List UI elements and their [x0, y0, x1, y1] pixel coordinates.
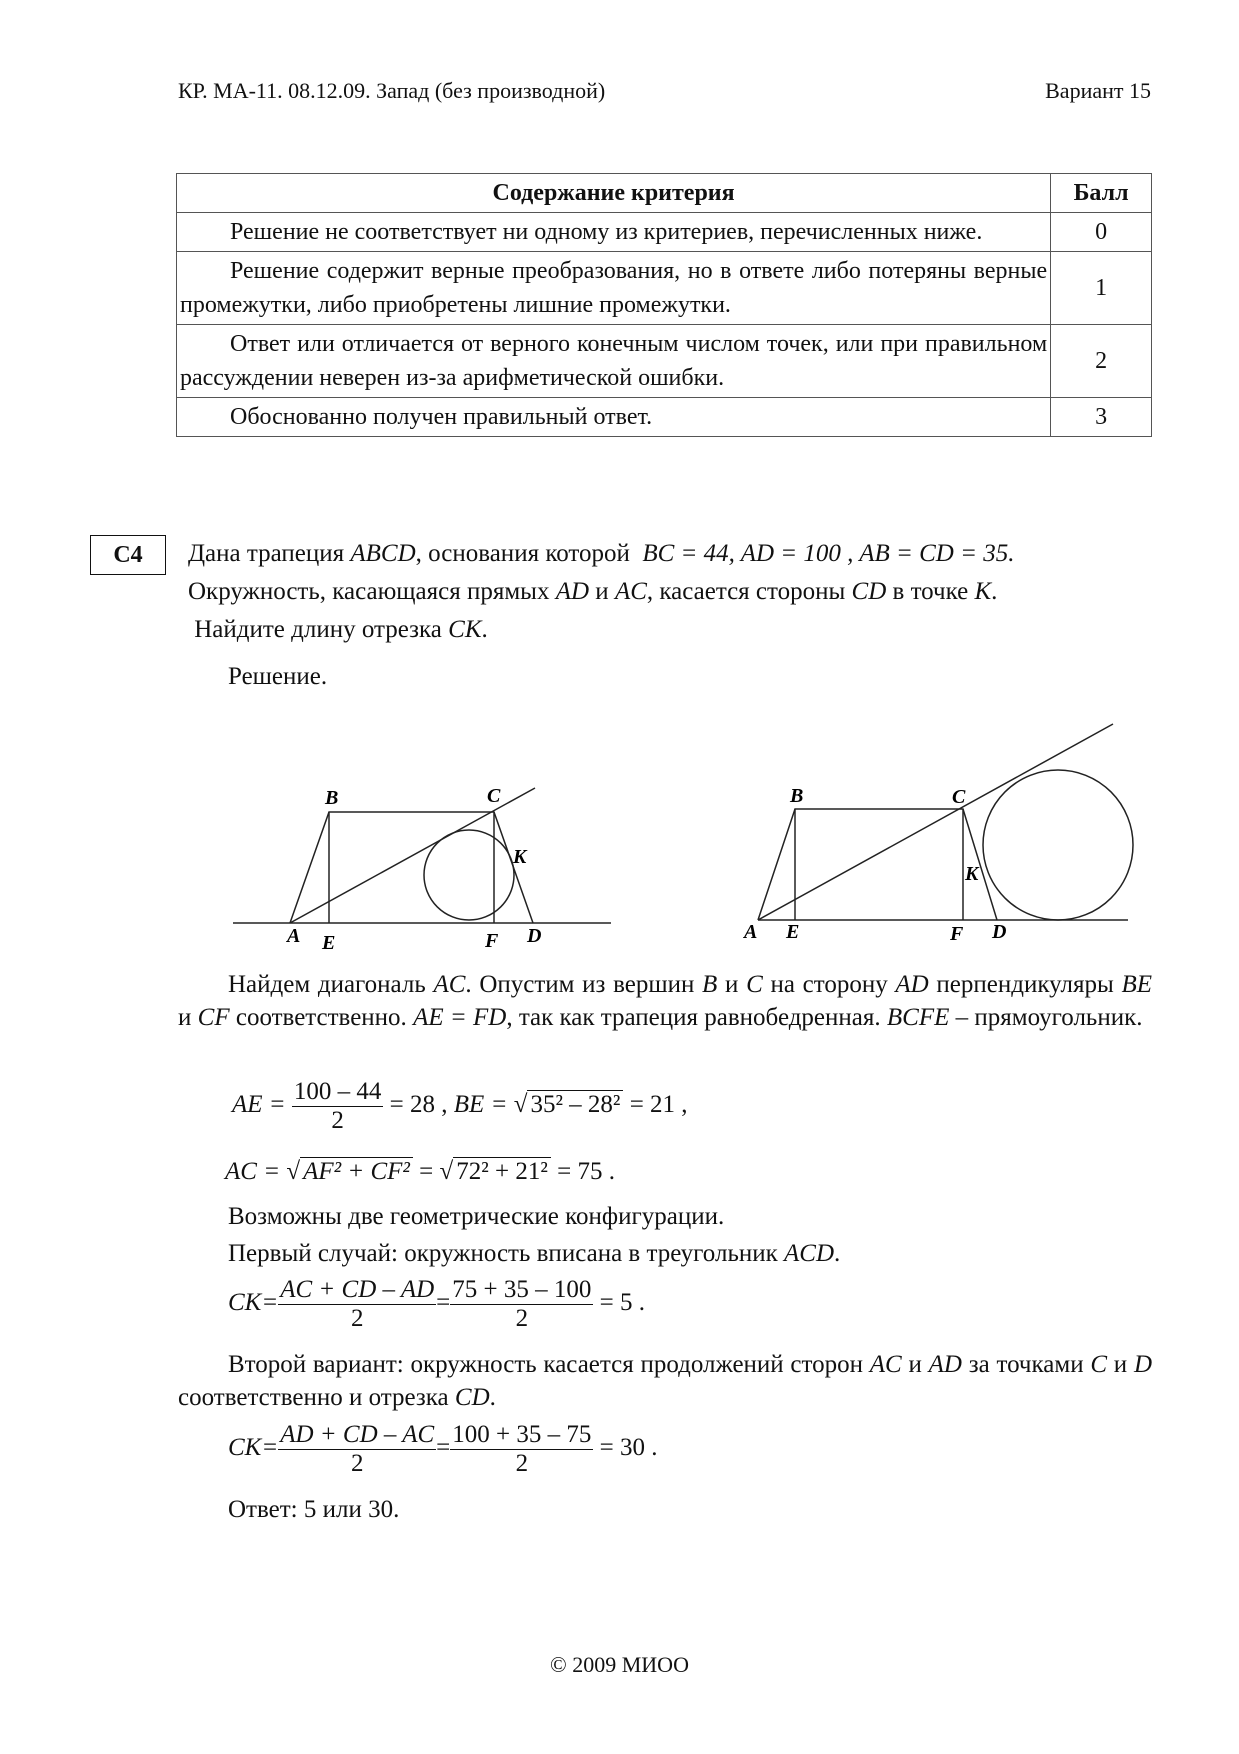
- label-C: C: [487, 785, 501, 807]
- equation-ac: AC = √ AF² + CF² = √ 72² + 21² = 75 .: [225, 1158, 615, 1185]
- criteria-row: [177, 252, 1152, 325]
- criteria-text: Ответ или отличается от верного конечным числом точек, или при правильном рассуждении неверен из-за арифметической ошибки.: [177, 325, 1051, 398]
- diagonal-ac-extended: [758, 724, 1113, 920]
- header-variant: Вариант 15: [1045, 78, 1151, 103]
- criteria-points: 0: [1051, 213, 1152, 252]
- solution-paragraph-1: Найдем диагональ AC. Опустим из вершин B и C на сторону AD перпендикуляры BE и CF соответственно. AE = FD, так как трапеция равнобедренная. BCFE – прямоугольник.: [178, 971, 1153, 1031]
- label-A: A: [287, 925, 301, 947]
- figure-inscribed-circle: [225, 775, 625, 960]
- equation-ck-case2: CK= $\frac{AD + CD - AC}{2}$ = $\frac{100 + 35 - 75}{2}$ = 30 .: [228, 1421, 658, 1477]
- case2-text: Второй вариант: окружность касается продолжений сторон AC и AD за точками C и D соответственно и отрезка CD.: [178, 1351, 1153, 1411]
- label-F: F: [950, 923, 964, 945]
- criteria-text: Обоснованно получен правильный ответ.: [177, 398, 1051, 437]
- label-K: K: [965, 863, 979, 885]
- criteria-table: [176, 173, 1152, 437]
- label-C: C: [952, 786, 966, 808]
- footer-copyright: © 2009 МИОО: [550, 1652, 689, 1677]
- equation-ae-be: AE = $\frac{100 - 44}{2}$ = 28 , BE = √ 35² – 28² = 21 ,: [232, 1078, 688, 1134]
- criteria-row: [177, 325, 1152, 398]
- label-B: B: [790, 785, 804, 807]
- criteria-points: 2: [1051, 325, 1152, 398]
- criteria-points: 1: [1051, 252, 1152, 325]
- label-E: E: [322, 932, 336, 954]
- figure-excircle: [740, 712, 1140, 952]
- tangent-circle: [424, 830, 514, 920]
- equation-ck-case1: CK= $\frac{AC + CD - AD}{2}$ = $\frac{75 + 35 - 100}{2}$ = 5 .: [228, 1276, 645, 1332]
- criteria-points: 3: [1051, 398, 1152, 437]
- criteria-row: [177, 398, 1152, 437]
- solution-label: Решение.: [228, 663, 328, 690]
- header-title: КР. МА-11. 08.12.09. Запад (без производной): [178, 78, 606, 103]
- label-F: F: [485, 930, 499, 952]
- two-configs-text: Возможны две геометрические конфигурации.: [228, 1203, 725, 1230]
- criteria-row: [177, 213, 1152, 252]
- case1-text: Первый случай: окружность вписана в треугольник ACD.: [228, 1240, 841, 1267]
- criteria-header-row: [177, 174, 1152, 213]
- criteria-col-points: Балл: [1051, 174, 1152, 213]
- problem-label: C4: [90, 535, 166, 575]
- label-E: E: [786, 921, 800, 943]
- label-A: A: [744, 921, 758, 943]
- problem-statement: Дана трапеция ABCD, основания которой BC = 44, AD = 100 , AB = CD = 35. Окружность, касающаяся прямых AD и AC, касается стороны CD в точке K. Найдите длину отрезка CK.: [188, 540, 1015, 643]
- tangent-circle: [983, 770, 1133, 920]
- answer-text: Ответ: 5 или 30.: [228, 1496, 400, 1523]
- label-D: D: [992, 921, 1007, 943]
- label-B: B: [325, 787, 339, 809]
- trapezoid: [290, 812, 533, 923]
- criteria-col-content: Содержание критерия: [177, 174, 1051, 213]
- label-D: D: [527, 925, 542, 947]
- label-K: K: [513, 846, 527, 868]
- trapezoid: [758, 809, 997, 920]
- criteria-text: Решение содержит верные преобразования, но в ответе либо потеряны верные промежутки, либо приобретены лишние промежутки.: [177, 252, 1051, 325]
- criteria-text: Решение не соответствует ни одному из критериев, перечисленных ниже.: [177, 213, 1051, 252]
